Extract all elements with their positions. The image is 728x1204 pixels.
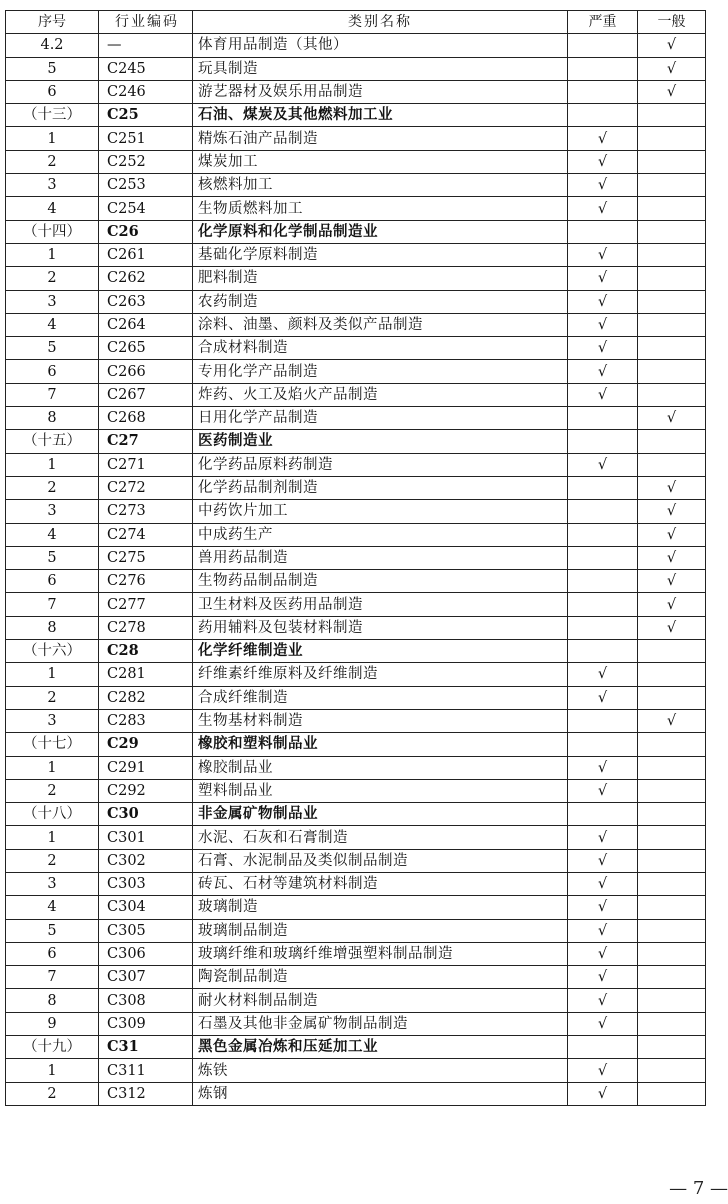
cell-general bbox=[638, 1082, 706, 1105]
table-row bbox=[6, 57, 706, 80]
cell-code: C27 bbox=[99, 430, 193, 453]
cell-general bbox=[638, 383, 706, 406]
cell-code: C251 bbox=[99, 127, 193, 150]
cell-name: 玩具制造 bbox=[193, 57, 568, 80]
cell-seq: 1 bbox=[6, 826, 99, 849]
cell-code: C265 bbox=[99, 337, 193, 360]
cell-severe bbox=[568, 430, 638, 453]
cell-severe: √ bbox=[568, 383, 638, 406]
cell-code: C309 bbox=[99, 1012, 193, 1035]
cell-code: C262 bbox=[99, 267, 193, 290]
cell-general: √ bbox=[638, 407, 706, 430]
cell-seq: 2 bbox=[6, 779, 99, 802]
cell-general bbox=[638, 220, 706, 243]
table-row bbox=[6, 989, 706, 1012]
cell-code: C31 bbox=[99, 1036, 193, 1059]
table-row bbox=[6, 872, 706, 895]
table-row bbox=[6, 383, 706, 406]
cell-general bbox=[638, 733, 706, 756]
cell-general bbox=[638, 243, 706, 266]
cell-general bbox=[638, 640, 706, 663]
cell-general: √ bbox=[638, 476, 706, 499]
cell-name: 核燃料加工 bbox=[193, 174, 568, 197]
cell-seq: 1 bbox=[6, 663, 99, 686]
cell-name: 炸药、火工及焰火产品制造 bbox=[193, 383, 568, 406]
cell-general: √ bbox=[638, 57, 706, 80]
cell-code: C271 bbox=[99, 453, 193, 476]
header-general: 一般 bbox=[638, 11, 706, 34]
cell-name: 化学原料和化学制品制造业 bbox=[193, 220, 568, 243]
cell-general bbox=[638, 779, 706, 802]
table-row bbox=[6, 709, 706, 732]
cell-general: √ bbox=[638, 500, 706, 523]
table-row bbox=[6, 313, 706, 336]
cell-seq: 2 bbox=[6, 476, 99, 499]
cell-name: 肥料制造 bbox=[193, 267, 568, 290]
cell-name: 中药饮片加工 bbox=[193, 500, 568, 523]
section-row bbox=[6, 430, 706, 453]
cell-name: 橡胶和塑料制品业 bbox=[193, 733, 568, 756]
table-row bbox=[6, 34, 706, 57]
cell-general bbox=[638, 872, 706, 895]
table-row bbox=[6, 593, 706, 616]
cell-severe: √ bbox=[568, 826, 638, 849]
cell-seq: 1 bbox=[6, 1059, 99, 1082]
section-row bbox=[6, 220, 706, 243]
cell-name: 基础化学原料制造 bbox=[193, 243, 568, 266]
table-row bbox=[6, 616, 706, 639]
cell-code: C304 bbox=[99, 896, 193, 919]
cell-name: 纤维素纤维原料及纤维制造 bbox=[193, 663, 568, 686]
table-row bbox=[6, 80, 706, 103]
table-row bbox=[6, 919, 706, 942]
table-row bbox=[6, 1012, 706, 1035]
cell-name: 精炼石油产品制造 bbox=[193, 127, 568, 150]
cell-seq: （十八） bbox=[6, 803, 99, 826]
section-row bbox=[6, 640, 706, 663]
cell-code: C268 bbox=[99, 407, 193, 430]
cell-severe bbox=[568, 104, 638, 127]
cell-name: 石油、煤炭及其他燃料加工业 bbox=[193, 104, 568, 127]
table-row bbox=[6, 966, 706, 989]
cell-code: C29 bbox=[99, 733, 193, 756]
cell-name: 玻璃制造 bbox=[193, 896, 568, 919]
table-row bbox=[6, 197, 706, 220]
table-body bbox=[6, 11, 706, 1106]
section-row bbox=[6, 1036, 706, 1059]
cell-general bbox=[638, 663, 706, 686]
table-row bbox=[6, 174, 706, 197]
cell-seq: 2 bbox=[6, 150, 99, 173]
cell-seq: 3 bbox=[6, 709, 99, 732]
cell-severe bbox=[568, 570, 638, 593]
cell-name: 炼铁 bbox=[193, 1059, 568, 1082]
cell-code: C311 bbox=[99, 1059, 193, 1082]
section-row bbox=[6, 733, 706, 756]
table-row bbox=[6, 779, 706, 802]
cell-name: 化学纤维制造业 bbox=[193, 640, 568, 663]
cell-code: C306 bbox=[99, 942, 193, 965]
cell-code: C264 bbox=[99, 313, 193, 336]
cell-name: 石墨及其他非金属矿物制品制造 bbox=[193, 1012, 568, 1035]
cell-name: 生物基材料制造 bbox=[193, 709, 568, 732]
cell-name: 体育用品制造（其他） bbox=[193, 34, 568, 57]
cell-code: C312 bbox=[99, 1082, 193, 1105]
cell-severe: √ bbox=[568, 872, 638, 895]
cell-code: C282 bbox=[99, 686, 193, 709]
cell-general bbox=[638, 104, 706, 127]
cell-general bbox=[638, 756, 706, 779]
table-header-row bbox=[6, 11, 706, 34]
cell-seq: 5 bbox=[6, 57, 99, 80]
cell-seq: 1 bbox=[6, 756, 99, 779]
cell-general bbox=[638, 896, 706, 919]
cell-seq: 9 bbox=[6, 1012, 99, 1035]
cell-code: C28 bbox=[99, 640, 193, 663]
cell-code: C273 bbox=[99, 500, 193, 523]
cell-general: √ bbox=[638, 34, 706, 57]
cell-name: 化学药品制剂制造 bbox=[193, 476, 568, 499]
cell-seq: 6 bbox=[6, 80, 99, 103]
cell-name: 砖瓦、石材等建筑材料制造 bbox=[193, 872, 568, 895]
cell-severe: √ bbox=[568, 150, 638, 173]
cell-seq: 5 bbox=[6, 337, 99, 360]
cell-seq: 1 bbox=[6, 243, 99, 266]
header-code: 行业编码 bbox=[99, 11, 193, 34]
section-row bbox=[6, 104, 706, 127]
cell-code: C276 bbox=[99, 570, 193, 593]
cell-seq: 8 bbox=[6, 407, 99, 430]
cell-code: C283 bbox=[99, 709, 193, 732]
header-seq: 序号 bbox=[6, 11, 99, 34]
cell-severe: √ bbox=[568, 313, 638, 336]
cell-code: C245 bbox=[99, 57, 193, 80]
cell-seq: 2 bbox=[6, 686, 99, 709]
cell-severe bbox=[568, 733, 638, 756]
cell-severe bbox=[568, 523, 638, 546]
header-name: 类别名称 bbox=[193, 11, 568, 34]
cell-general: √ bbox=[638, 570, 706, 593]
table-row bbox=[6, 756, 706, 779]
table-row bbox=[6, 663, 706, 686]
cell-name: 药用辅料及包装材料制造 bbox=[193, 616, 568, 639]
cell-code: C254 bbox=[99, 197, 193, 220]
cell-seq: （十七） bbox=[6, 733, 99, 756]
table-row bbox=[6, 500, 706, 523]
cell-code: C302 bbox=[99, 849, 193, 872]
cell-code: — bbox=[99, 34, 193, 57]
cell-severe: √ bbox=[568, 197, 638, 220]
cell-code: C305 bbox=[99, 919, 193, 942]
header-severe: 严重 bbox=[568, 11, 638, 34]
cell-code: C266 bbox=[99, 360, 193, 383]
cell-name: 非金属矿物制品业 bbox=[193, 803, 568, 826]
cell-code: C301 bbox=[99, 826, 193, 849]
cell-severe: √ bbox=[568, 127, 638, 150]
cell-code: C278 bbox=[99, 616, 193, 639]
cell-general bbox=[638, 337, 706, 360]
table-row bbox=[6, 290, 706, 313]
cell-name: 农药制造 bbox=[193, 290, 568, 313]
cell-general bbox=[638, 966, 706, 989]
cell-seq: （十三） bbox=[6, 104, 99, 127]
cell-code: C272 bbox=[99, 476, 193, 499]
cell-seq: 5 bbox=[6, 546, 99, 569]
cell-seq: 2 bbox=[6, 849, 99, 872]
cell-severe bbox=[568, 500, 638, 523]
cell-seq: 6 bbox=[6, 360, 99, 383]
cell-severe bbox=[568, 1036, 638, 1059]
table-row bbox=[6, 337, 706, 360]
cell-general bbox=[638, 919, 706, 942]
cell-name: 橡胶制品业 bbox=[193, 756, 568, 779]
cell-general bbox=[638, 1036, 706, 1059]
table-row bbox=[6, 686, 706, 709]
page-number: — 7 — bbox=[669, 1178, 728, 1199]
table-row bbox=[6, 942, 706, 965]
cell-name: 游艺器材及娱乐用品制造 bbox=[193, 80, 568, 103]
cell-name: 塑料制品业 bbox=[193, 779, 568, 802]
cell-code: C308 bbox=[99, 989, 193, 1012]
cell-general bbox=[638, 267, 706, 290]
cell-general bbox=[638, 197, 706, 220]
cell-code: C246 bbox=[99, 80, 193, 103]
cell-general bbox=[638, 826, 706, 849]
cell-code: C291 bbox=[99, 756, 193, 779]
cell-name: 陶瓷制品制造 bbox=[193, 966, 568, 989]
cell-seq: 7 bbox=[6, 383, 99, 406]
cell-code: C261 bbox=[99, 243, 193, 266]
cell-code: C274 bbox=[99, 523, 193, 546]
cell-severe: √ bbox=[568, 942, 638, 965]
cell-seq: 2 bbox=[6, 1082, 99, 1105]
cell-severe bbox=[568, 709, 638, 732]
table-row bbox=[6, 243, 706, 266]
cell-code: C281 bbox=[99, 663, 193, 686]
cell-seq: 6 bbox=[6, 570, 99, 593]
cell-general bbox=[638, 127, 706, 150]
cell-seq: 4 bbox=[6, 523, 99, 546]
cell-seq: 7 bbox=[6, 966, 99, 989]
table-row bbox=[6, 407, 706, 430]
cell-severe: √ bbox=[568, 290, 638, 313]
cell-code: C30 bbox=[99, 803, 193, 826]
cell-general: √ bbox=[638, 616, 706, 639]
cell-name: 水泥、石灰和石膏制造 bbox=[193, 826, 568, 849]
cell-seq: 8 bbox=[6, 616, 99, 639]
cell-name: 黑色金属冶炼和压延加工业 bbox=[193, 1036, 568, 1059]
cell-severe: √ bbox=[568, 243, 638, 266]
cell-severe bbox=[568, 593, 638, 616]
table-row bbox=[6, 127, 706, 150]
cell-name: 合成材料制造 bbox=[193, 337, 568, 360]
cell-name: 合成纤维制造 bbox=[193, 686, 568, 709]
cell-seq: （十五） bbox=[6, 430, 99, 453]
cell-severe: √ bbox=[568, 896, 638, 919]
cell-severe bbox=[568, 220, 638, 243]
cell-code: C307 bbox=[99, 966, 193, 989]
cell-name: 兽用药品制造 bbox=[193, 546, 568, 569]
cell-code: C292 bbox=[99, 779, 193, 802]
cell-severe: √ bbox=[568, 849, 638, 872]
cell-seq: 4.2 bbox=[6, 34, 99, 57]
cell-general bbox=[638, 849, 706, 872]
table-row bbox=[6, 267, 706, 290]
table-row bbox=[6, 453, 706, 476]
cell-code: C263 bbox=[99, 290, 193, 313]
cell-code: C26 bbox=[99, 220, 193, 243]
cell-severe: √ bbox=[568, 1012, 638, 1035]
cell-general: √ bbox=[638, 523, 706, 546]
cell-severe bbox=[568, 803, 638, 826]
cell-name: 卫生材料及医药用品制造 bbox=[193, 593, 568, 616]
table-row bbox=[6, 896, 706, 919]
cell-name: 涂料、油墨、颜料及类似产品制造 bbox=[193, 313, 568, 336]
cell-seq: （十九） bbox=[6, 1036, 99, 1059]
cell-name: 中成药生产 bbox=[193, 523, 568, 546]
cell-general bbox=[638, 430, 706, 453]
cell-general bbox=[638, 453, 706, 476]
cell-severe: √ bbox=[568, 686, 638, 709]
cell-seq: 4 bbox=[6, 313, 99, 336]
cell-name: 专用化学产品制造 bbox=[193, 360, 568, 383]
cell-general bbox=[638, 290, 706, 313]
cell-code: C25 bbox=[99, 104, 193, 127]
table-row bbox=[6, 570, 706, 593]
section-row bbox=[6, 803, 706, 826]
cell-name: 耐火材料制品制造 bbox=[193, 989, 568, 1012]
cell-seq: 4 bbox=[6, 896, 99, 919]
industry-classification-table bbox=[5, 10, 706, 1106]
cell-severe bbox=[568, 34, 638, 57]
cell-name: 煤炭加工 bbox=[193, 150, 568, 173]
cell-severe bbox=[568, 546, 638, 569]
cell-severe: √ bbox=[568, 989, 638, 1012]
table-row bbox=[6, 826, 706, 849]
cell-severe: √ bbox=[568, 267, 638, 290]
table-row bbox=[6, 360, 706, 383]
cell-general: √ bbox=[638, 593, 706, 616]
cell-seq: 3 bbox=[6, 500, 99, 523]
table-row bbox=[6, 150, 706, 173]
table-row bbox=[6, 1059, 706, 1082]
cell-general: √ bbox=[638, 80, 706, 103]
table-row bbox=[6, 476, 706, 499]
cell-general: √ bbox=[638, 546, 706, 569]
cell-severe: √ bbox=[568, 663, 638, 686]
cell-severe: √ bbox=[568, 174, 638, 197]
cell-severe bbox=[568, 616, 638, 639]
cell-seq: 3 bbox=[6, 872, 99, 895]
cell-general bbox=[638, 1012, 706, 1035]
cell-severe: √ bbox=[568, 453, 638, 476]
table-row bbox=[6, 523, 706, 546]
cell-severe: √ bbox=[568, 337, 638, 360]
cell-seq: 8 bbox=[6, 989, 99, 1012]
cell-general bbox=[638, 360, 706, 383]
cell-severe: √ bbox=[568, 919, 638, 942]
table-row bbox=[6, 1082, 706, 1105]
cell-general: √ bbox=[638, 709, 706, 732]
cell-severe bbox=[568, 407, 638, 430]
cell-severe bbox=[568, 640, 638, 663]
cell-general bbox=[638, 313, 706, 336]
cell-general bbox=[638, 989, 706, 1012]
cell-name: 玻璃制品制造 bbox=[193, 919, 568, 942]
cell-general bbox=[638, 174, 706, 197]
cell-severe: √ bbox=[568, 1059, 638, 1082]
table-row bbox=[6, 849, 706, 872]
cell-severe: √ bbox=[568, 966, 638, 989]
table-row bbox=[6, 546, 706, 569]
cell-severe: √ bbox=[568, 360, 638, 383]
cell-seq: 1 bbox=[6, 453, 99, 476]
cell-severe bbox=[568, 57, 638, 80]
cell-code: C303 bbox=[99, 872, 193, 895]
cell-seq: 6 bbox=[6, 942, 99, 965]
cell-seq: 4 bbox=[6, 197, 99, 220]
cell-severe: √ bbox=[568, 1082, 638, 1105]
cell-name: 化学药品原料药制造 bbox=[193, 453, 568, 476]
cell-general bbox=[638, 803, 706, 826]
cell-general bbox=[638, 686, 706, 709]
cell-name: 生物质燃料加工 bbox=[193, 197, 568, 220]
cell-seq: 3 bbox=[6, 290, 99, 313]
cell-seq: 1 bbox=[6, 127, 99, 150]
cell-general bbox=[638, 150, 706, 173]
cell-general bbox=[638, 942, 706, 965]
cell-name: 炼钢 bbox=[193, 1082, 568, 1105]
cell-severe: √ bbox=[568, 779, 638, 802]
cell-severe bbox=[568, 476, 638, 499]
cell-name: 日用化学产品制造 bbox=[193, 407, 568, 430]
cell-code: C267 bbox=[99, 383, 193, 406]
cell-seq: 3 bbox=[6, 174, 99, 197]
cell-seq: （十六） bbox=[6, 640, 99, 663]
cell-name: 医药制造业 bbox=[193, 430, 568, 453]
cell-code: C275 bbox=[99, 546, 193, 569]
cell-name: 生物药品制品制造 bbox=[193, 570, 568, 593]
cell-code: C253 bbox=[99, 174, 193, 197]
cell-severe bbox=[568, 80, 638, 103]
cell-code: C252 bbox=[99, 150, 193, 173]
cell-seq: 5 bbox=[6, 919, 99, 942]
cell-general bbox=[638, 1059, 706, 1082]
cell-name: 玻璃纤维和玻璃纤维增强塑料制品制造 bbox=[193, 942, 568, 965]
cell-name: 石膏、水泥制品及类似制品制造 bbox=[193, 849, 568, 872]
cell-seq: 2 bbox=[6, 267, 99, 290]
cell-code: C277 bbox=[99, 593, 193, 616]
cell-seq: （十四） bbox=[6, 220, 99, 243]
cell-severe: √ bbox=[568, 756, 638, 779]
cell-seq: 7 bbox=[6, 593, 99, 616]
